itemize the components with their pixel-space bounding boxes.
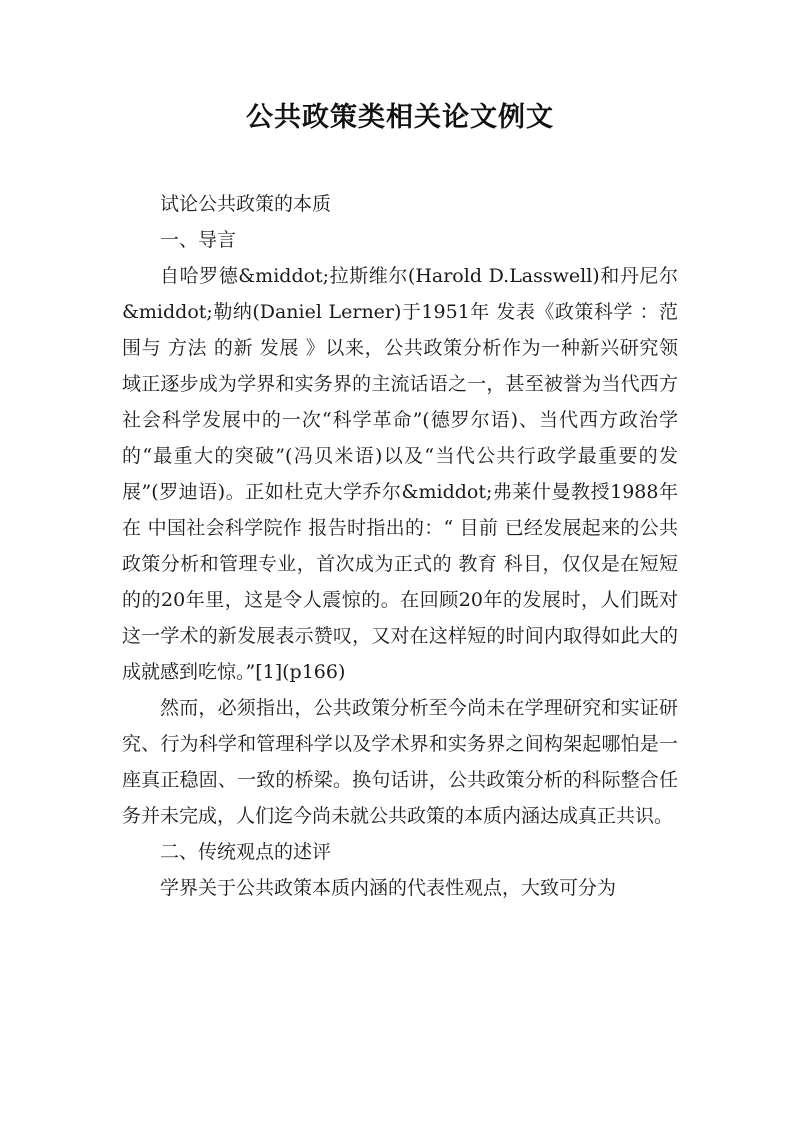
section-heading-intro: 一、导言 xyxy=(160,229,237,251)
section-heading-review: 二、传统观点的述评 xyxy=(160,841,332,863)
paragraph: 学界关于公共政策本质内涵的代表性观点，大致可分为 xyxy=(160,877,617,899)
paragraph: 然而，必须指出，公共政策分析至今尚未在学理研究和实证研究、行为科学和管理科学以及学术界和实务界之间构架起哪怕是一座真正稳固、一致的桥梁。换句话讲，公共政策分析的科际整合任务并未完成，人们迄今尚未就公共政策的本质内涵达成真正共识。 xyxy=(122,697,678,827)
article-subtitle: 试论公共政策的本质 xyxy=(160,193,332,215)
document-body xyxy=(122,186,678,906)
paragraph: 自哈罗德&middot;拉斯维尔(Harold D.Lasswell)和丹尼尔&middot;勒纳(Daniel Lerner)于1951年 发表《政策科学 ：范围与 方法 的新 发展 》以来，公共政策分析作为一种新兴研究领域正逐步成为学界和实务界的主流话语之一，甚至被誉为当代西方社会科学发展中的一次“科学革命”(德罗尔语)、当代西方政治学的“最重大的突破”(冯贝米语)以及“当代公共行政学最重要的发展”(罗迪语)。正如杜克大学乔尔&middot;弗莱什曼教授1988年在 中国社会科学院作 报告时指出的：“ 目前 已经发展起来的公共政策分析和管理专业，首次成为正式的 教育 科目，仅仅是在短短的的20年里，这是令人震惊的。在回顾20年的发展时，人们既对这一学术的新发展表示赞叹，又对在这样短的时间内取得如此大的成就感到吃惊。”[1](p166) xyxy=(122,265,678,683)
document-title: 公共政策类相关论文例文 xyxy=(246,102,554,133)
